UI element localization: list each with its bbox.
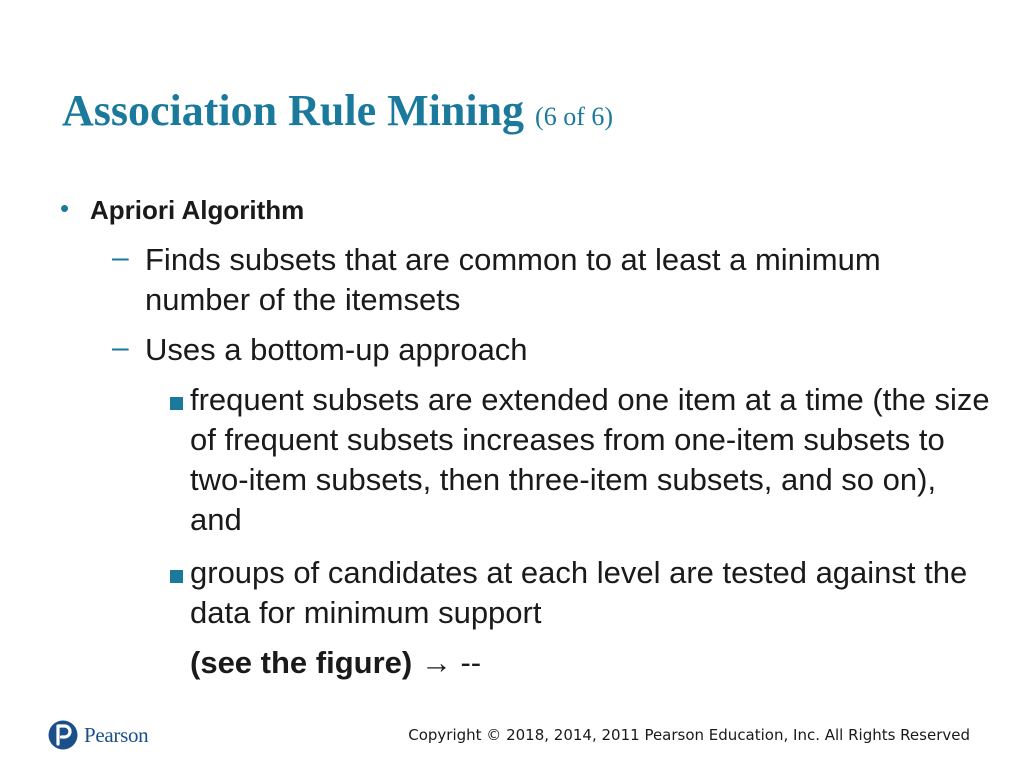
sub-sub-item-groups-candidates: groups of candidates at each level are tested against the data for minimum support (190, 555, 968, 630)
sub-item-finds-subsets: Finds subsets that are common to at least a minimum number of the itemsets (145, 242, 881, 317)
pearson-wordmark: Pearson (84, 722, 149, 747)
bullet-dot-icon: • (60, 193, 70, 223)
square-bullet-icon (170, 397, 183, 410)
slide-title-text: Association Rule Mining (62, 86, 525, 135)
sub-sub-item-frequent-subsets: frequent subsets are extended one item at a time (the size of frequent subsets increases from one-item subsets to two-item subsets, then three-item subsets, and so on), and (190, 382, 990, 537)
slide-title-suffix: (6 of 6) (535, 102, 614, 131)
dash-icon: – (112, 331, 129, 364)
dash-icon: – (112, 241, 129, 274)
bullet-apriori: Apriori Algorithm (90, 195, 305, 225)
slide-title (62, 86, 613, 137)
right-arrow-icon: → (420, 645, 452, 680)
square-bullet-icon (170, 570, 183, 583)
figure-reference-trail: -- (460, 645, 482, 680)
copyright-notice: Copyright © 2018, 2014, 2011 Pearson Education, Inc. All Rights Reserved (408, 726, 970, 744)
pearson-logo-icon (48, 718, 78, 752)
figure-reference (190, 643, 990, 683)
figure-reference-text: (see the figure) (190, 645, 413, 680)
sub-item-bottom-up: Uses a bottom-up approach (145, 332, 528, 367)
pearson-logo (48, 718, 148, 752)
